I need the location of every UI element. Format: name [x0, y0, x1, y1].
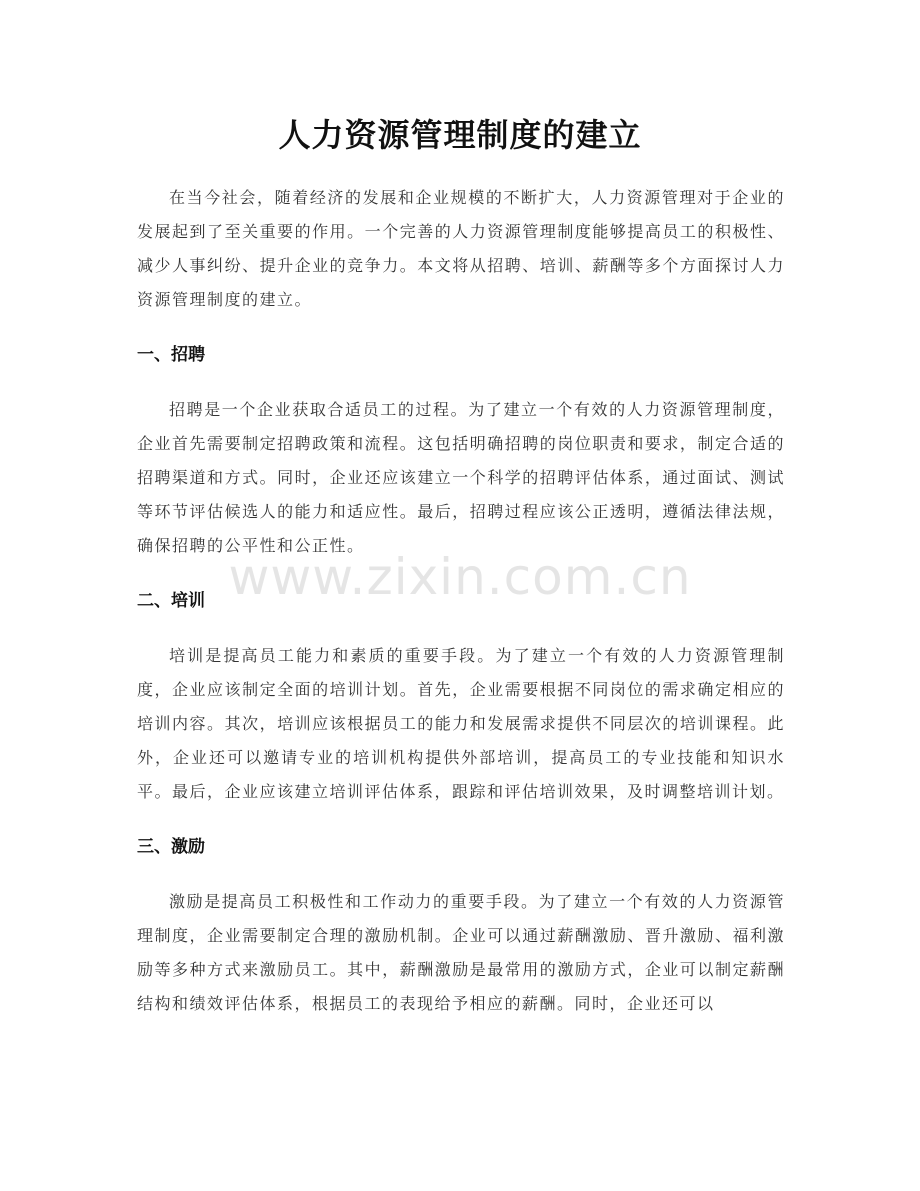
document-title: 人力资源管理制度的建立	[278, 116, 642, 154]
section-body-recruitment: 招聘是一个企业获取合适员工的过程。为了建立一个有效的人力资源管理制度，企业首先需要制定招聘政策和流程。这包括明确招聘的岗位职责和要求，制定合适的招聘渠道和方式。同时，企业还应该建立一个科学的招聘评估体系，通过面试、测试等环节评估候选人的能力和适应性。最后，招聘过程应该公正透明，遵循法律法规，确保招聘的公平性和公正性。	[137, 400, 785, 555]
section-body-incentives: 激励是提高员工积极性和工作动力的重要手段。为了建立一个有效的人力资源管理制度，企业需要制定合理的激励机制。企业可以通过薪酬激励、晋升激励、福利激励等多种方式来激励员工。其中，薪酬激励是最常用的激励方式，企业可以制定薪酬结构和绩效评估体系，根据员工的表现给予相应的薪酬。同时，企业还可以	[137, 892, 785, 1013]
section-heading-recruitment: 一、招聘	[137, 345, 205, 365]
document-body	[137, 181, 785, 1021]
watermark: www.zixin.com.cn	[228, 548, 692, 606]
section-heading-incentives: 三、激励	[137, 837, 205, 857]
section-body-training: 培训是提高员工能力和素质的重要手段。为了建立一个有效的人力资源管理制度，企业应该制定全面的培训计划。首先，企业需要根据不同岗位的需求确定相应的培训内容。其次，培训应该根据员工的能力和发展需求提供不同层次的培训课程。此外，企业还可以邀请专业的培训机构提供外部培训，提高员工的专业技能和知识水平。最后，企业应该建立培训评估体系，跟踪和评估培训效果，及时调整培训计划。	[137, 646, 785, 801]
intro-paragraph: 在当今社会，随着经济的发展和企业规模的不断扩大，人力资源管理对于企业的发展起到了至关重要的作用。一个完善的人力资源管理制度能够提高员工的积极性、减少人事纠纷、提升企业的竞争力。本文将从招聘、培训、薪酬等多个方面探讨人力资源管理制度的建立。	[137, 188, 785, 309]
section-heading-training: 二、培训	[137, 591, 205, 611]
